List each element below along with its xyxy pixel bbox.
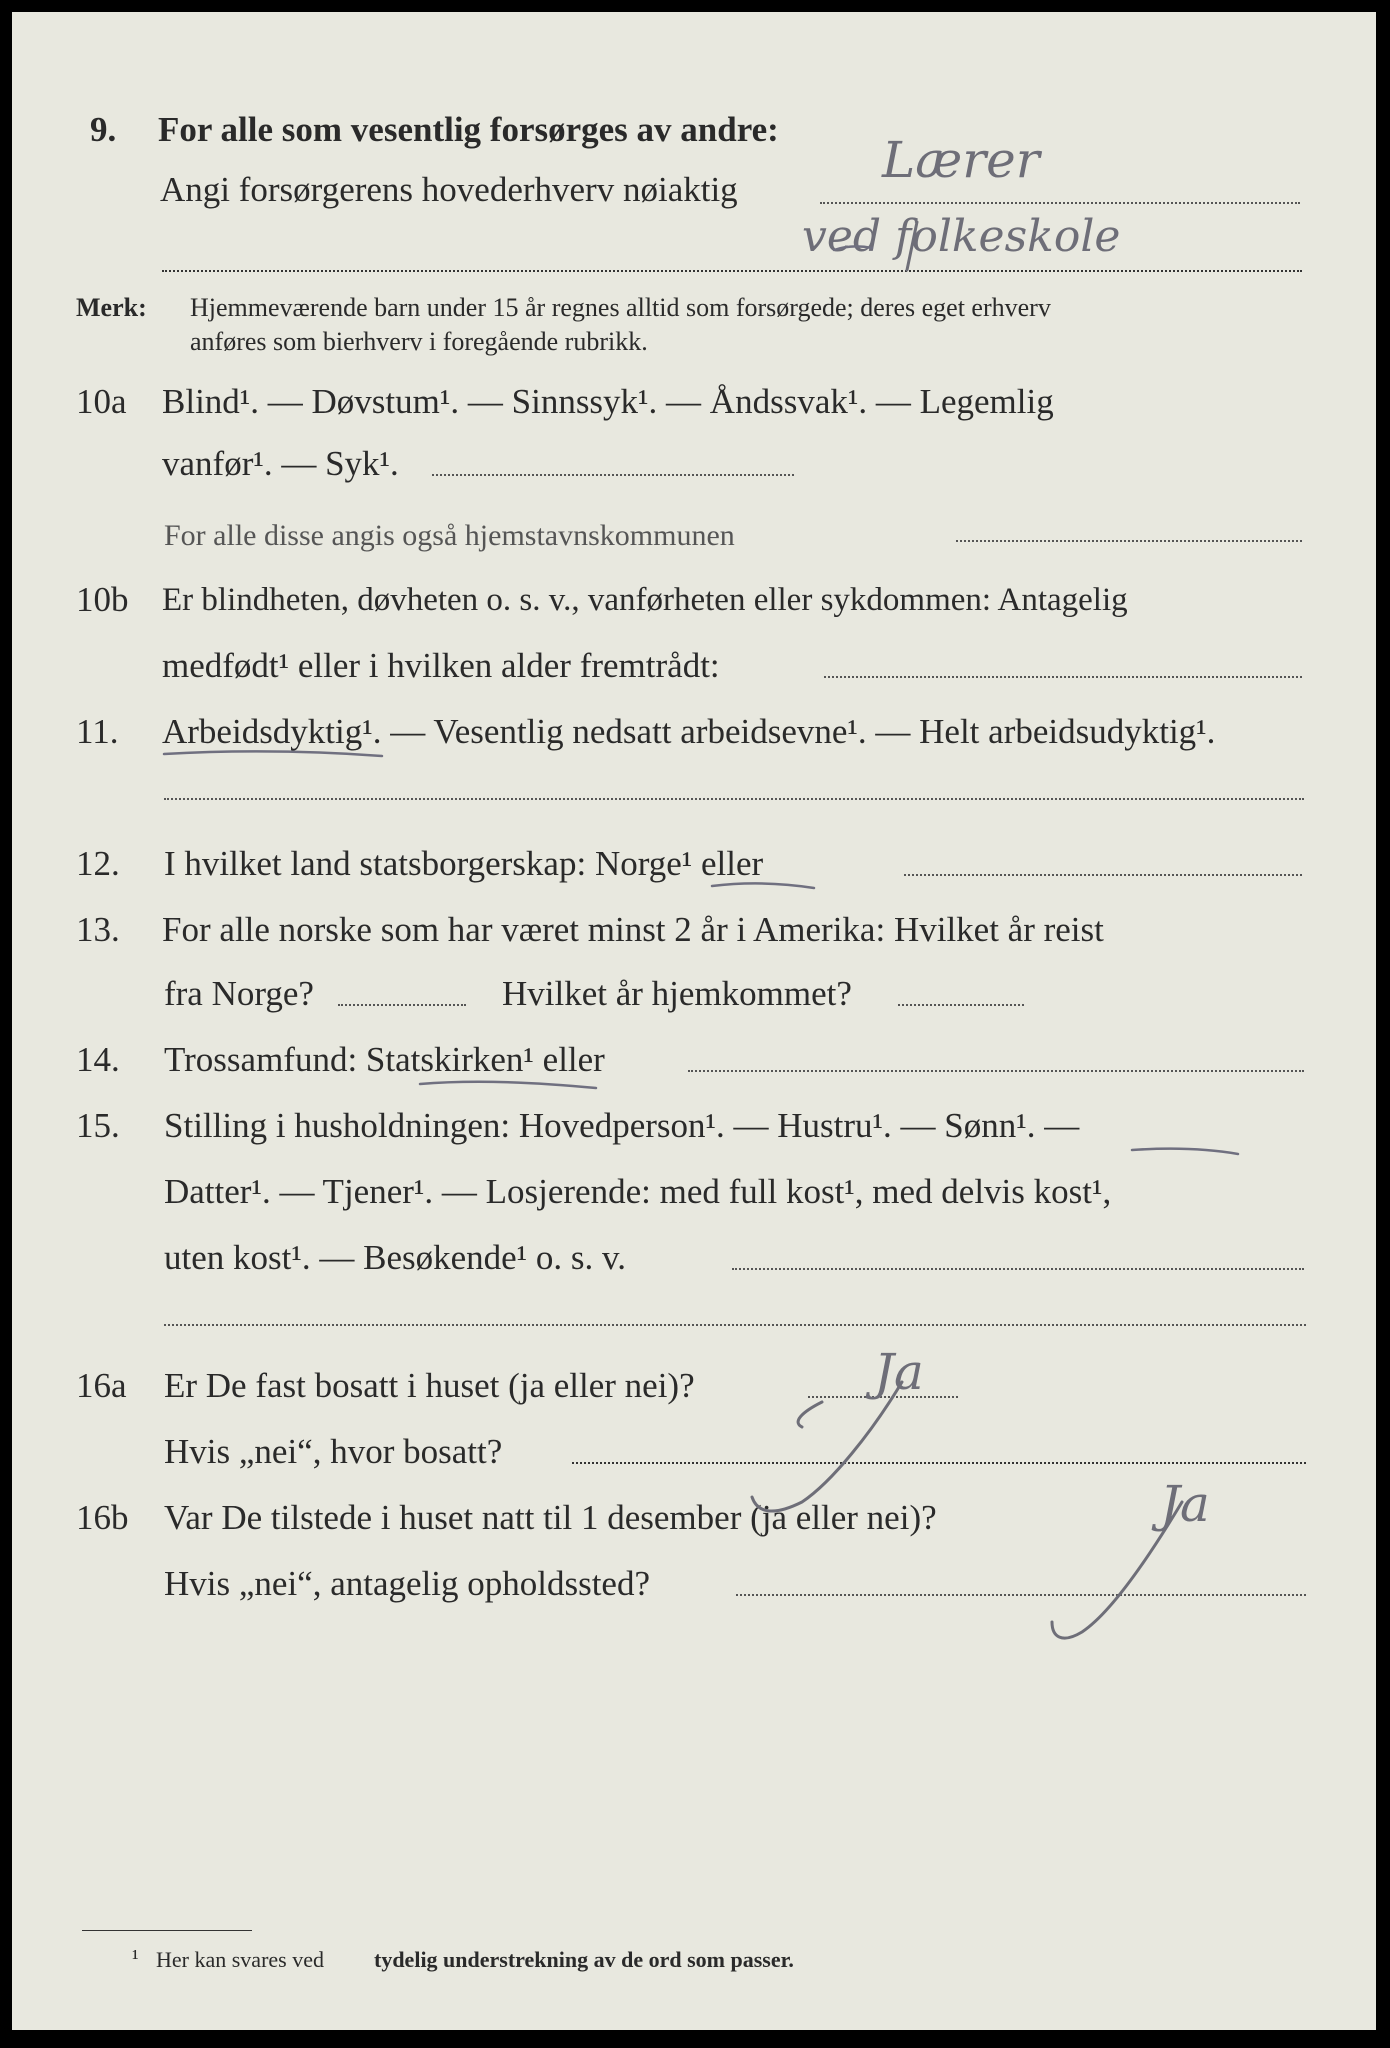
q15-number: 15. (76, 1106, 120, 1145)
q14-answer-line (688, 1070, 1304, 1072)
q9-label: Angi forsørgerens hovederhverv nøiaktig (160, 170, 738, 209)
q13-hjemkommet-line (898, 1004, 1024, 1006)
q13-reist-line (338, 1004, 466, 1006)
footnote-mark: ¹ (132, 1945, 139, 1970)
q14-number: 14. (76, 1040, 120, 1079)
footnote-rule (82, 1930, 252, 1931)
q9-handwritten-answer-1: Lærer (882, 131, 1040, 189)
q10b-line-1: Er blindheten, døvheten o. s. v., vanførheten eller sykdommen: Antagelig (162, 582, 1128, 618)
q14-line-1: Trossamfund: Statskirken¹ eller (164, 1040, 605, 1079)
q16a-handwritten-answer: Ja (874, 1343, 924, 1401)
form-sheet (12, 12, 1376, 2030)
q15-line-2: Datter¹. — Tjener¹. — Losjerende: med full kost¹, med delvis kost¹, (164, 1172, 1112, 1211)
q10a-number: 10a (76, 382, 127, 421)
q9-number: 9. (90, 110, 117, 149)
q11-line-1: Arbeidsdyktig¹. — Vesentlig nedsatt arbeidsevne¹. — Helt arbeidsudyktig¹. (162, 712, 1216, 751)
q16b-number: 16b (76, 1498, 129, 1537)
q13-number: 13. (76, 910, 120, 949)
q15-answer-line-2 (164, 1324, 1306, 1326)
q16a-line-2: Hvis „nei“, hvor bosatt? (164, 1432, 503, 1471)
q9-heading: For alle som vesentlig forsørges av andre: (158, 110, 779, 149)
footnote-text-plain: Her kan svares ved (156, 1947, 324, 1972)
q10a-line-3: For alle disse angis også hjemstavnskommunen (164, 519, 735, 552)
q15-answer-line (732, 1268, 1304, 1270)
q10a-line-1: Blind¹. — Døvstum¹. — Sinnssyk¹. — Åndssvak¹. — Legemlig (162, 382, 1054, 421)
q16a-bosatt-line (572, 1462, 1306, 1464)
merk-line-2: anføres som bierhverv i foregående rubrikk. (190, 327, 648, 356)
merk-line-1: Hjemmeværende barn under 15 år regnes alltid som forsørgede; deres eget erhverv (190, 293, 1051, 322)
q10a-syk-line (432, 474, 794, 476)
q9-answer-line-1 (820, 202, 1300, 204)
q11-number: 11. (76, 712, 119, 751)
q9-answer-line-2 (162, 270, 1302, 272)
q12-line-1: I hvilket land statsborgerskap: Norge¹ eller (164, 844, 764, 883)
q16a-line-1: Er De fast bosatt i huset (ja eller nei)? (164, 1366, 695, 1405)
q11-answer-line (164, 798, 1304, 800)
q10b-number: 10b (76, 580, 129, 619)
q16b-opholdssted-line (736, 1594, 1306, 1596)
q13-line-2a: fra Norge? (164, 974, 314, 1013)
q10b-line-2: medfødt¹ eller i hvilken alder fremtrådt: (162, 646, 720, 685)
q10b-alder-line (824, 676, 1302, 678)
q15-line-3: uten kost¹. — Besøkende¹ o. s. v. (164, 1238, 627, 1277)
q12-answer-line (904, 874, 1302, 876)
q16b-line-2: Hvis „nei“, antagelig opholdssted? (164, 1564, 650, 1603)
q9-handwritten-answer-2: ved folkeskole (802, 211, 1121, 262)
q12-number: 12. (76, 844, 120, 883)
q13-line-1: For alle norske som har været minst 2 år i Amerika: Hvilket år reist (162, 910, 1104, 949)
q13-line-2b: Hvilket år hjemkommet? (502, 974, 852, 1013)
footnote-text-bold: tydelig understrekning av de ord som passer. (374, 1947, 794, 1972)
q16b-line-1: Var De tilstede i huset natt til 1 desember (ja eller nei)? (164, 1498, 937, 1537)
q16b-handwritten-answer: Ja (1160, 1475, 1210, 1533)
q16a-number: 16a (76, 1366, 127, 1405)
q10a-line-2: vanfør¹. — Syk¹. (162, 444, 399, 483)
q10a-hjemstavn-line (956, 540, 1302, 542)
q15-line-1: Stilling i husholdningen: Hovedperson¹. — Hustru¹. — Sønn¹. — (164, 1106, 1080, 1145)
merk-label: Merk: (76, 293, 147, 322)
